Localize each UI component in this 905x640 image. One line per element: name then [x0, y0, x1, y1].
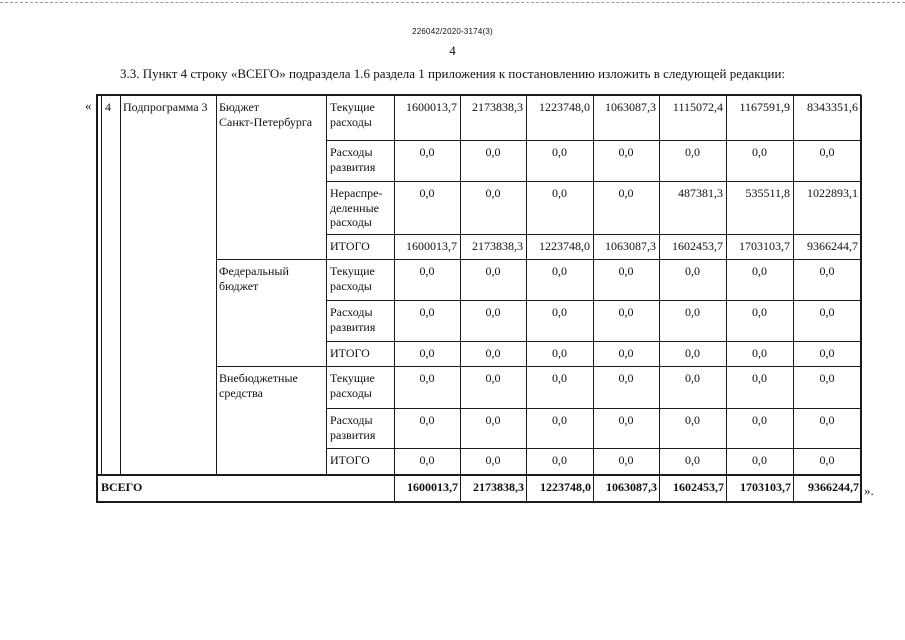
table-gridline — [326, 234, 861, 235]
table-gridline — [326, 408, 861, 409]
value-cell: 0,0 — [485, 264, 501, 278]
value-cell: 0,0 — [552, 305, 567, 319]
funding-source-line: Внебюджетные — [219, 371, 298, 385]
value-cell: 0,0 — [485, 371, 501, 385]
value-cell: 0,0 — [752, 346, 767, 360]
opening-quote: « — [85, 98, 92, 113]
value-cell: 0,0 — [819, 145, 835, 159]
table-gridline — [326, 341, 861, 342]
value-cell: 0,0 — [618, 186, 634, 200]
value-cell: 0,0 — [752, 371, 767, 385]
value-cell: 0,0 — [485, 145, 501, 159]
table-gridline — [394, 95, 395, 502]
expense-type-line: ИТОГО — [330, 346, 370, 360]
table-gridline — [726, 95, 727, 502]
value-cell: 0,0 — [552, 346, 567, 360]
expense-type-label — [330, 413, 390, 442]
value-cell: 1223748,0 — [539, 239, 590, 253]
value-cell: 0,0 — [618, 371, 634, 385]
funding-source-line: Бюджет — [219, 100, 260, 114]
value-cell: 0,0 — [419, 371, 435, 385]
expense-type-line: Текущие — [330, 100, 375, 114]
table-gridline — [593, 95, 594, 502]
table-gridline — [216, 259, 861, 260]
expense-type-line: Расходы — [330, 413, 373, 427]
value-cell: 0,0 — [552, 145, 567, 159]
value-cell: 9366244,7 — [807, 239, 858, 253]
value-cell: 0,0 — [485, 413, 501, 427]
value-cell: 0,0 — [685, 453, 700, 467]
value-cell: 1602453,7 — [672, 239, 723, 253]
value-cell: 2173838,3 — [472, 100, 523, 114]
value-cell: 0,0 — [552, 371, 567, 385]
closing-quote: ». — [864, 483, 874, 498]
value-cell: 0,0 — [485, 305, 501, 319]
value-cell: 0,0 — [819, 453, 835, 467]
table-gridline — [101, 95, 102, 474]
value-cell: 0,0 — [752, 413, 767, 427]
table-border-right — [860, 95, 862, 503]
value-cell: 0,0 — [552, 453, 567, 467]
funding-source-line: Санкт-Петербурга — [219, 114, 313, 129]
value-cell: 0,0 — [485, 453, 501, 467]
total-value-cell: 1602453,7 — [673, 480, 724, 494]
value-cell: 0,0 — [552, 413, 567, 427]
table-border-left — [96, 95, 98, 503]
funding-source-name — [219, 264, 323, 293]
value-cell: 1167591,9 — [739, 100, 790, 114]
total-value-cell: 1063087,3 — [606, 480, 657, 494]
funding-source-line: Федеральный — [219, 264, 289, 278]
expense-type-label — [330, 305, 390, 334]
value-cell: 0,0 — [685, 346, 700, 360]
table-gridline — [120, 95, 121, 474]
value-cell: 0,0 — [685, 264, 700, 278]
expense-type-label — [330, 453, 390, 468]
value-cell: 1703103,7 — [739, 239, 790, 253]
value-cell: 1063087,3 — [605, 239, 656, 253]
table-gridline — [326, 95, 327, 474]
value-cell: 487381,3 — [678, 186, 723, 200]
value-cell: 0,0 — [819, 346, 835, 360]
expense-type-line: Расходы — [330, 145, 373, 159]
table-gridline — [216, 366, 861, 367]
value-cell: 1063087,3 — [605, 100, 656, 114]
total-value-cell: 1703103,7 — [740, 480, 791, 494]
value-cell: 1600013,7 — [406, 100, 457, 114]
expense-type-line: Текущие — [330, 264, 375, 278]
value-cell: 0,0 — [618, 145, 634, 159]
table-gridline — [216, 95, 217, 474]
total-value-cell: 2173838,3 — [473, 480, 524, 494]
expense-type-label — [330, 186, 390, 230]
expense-type-label — [330, 371, 390, 400]
value-cell: 0,0 — [685, 371, 700, 385]
value-cell: 0,0 — [552, 186, 567, 200]
table-gridline — [326, 448, 861, 449]
table-gridline — [326, 140, 861, 141]
expense-type-line: расходы — [330, 278, 372, 293]
expense-type-label — [330, 264, 390, 293]
expense-type-line: Нераспре- — [330, 186, 383, 200]
value-cell: 0,0 — [819, 413, 835, 427]
table-gridline — [97, 474, 861, 476]
value-cell: 0,0 — [685, 413, 700, 427]
intro-paragraph: 3.3. Пункт 4 строку «ВСЕГО» подраздела 1.6 раздела 1 приложения к постановлению изложить в следующей редакции: — [119, 66, 786, 81]
value-cell: 1600013,7 — [406, 239, 457, 253]
row-number: 4 — [105, 100, 111, 114]
expense-type-label — [330, 145, 390, 174]
value-cell: 0,0 — [819, 371, 835, 385]
total-value-cell: 9366244,7 — [808, 480, 859, 494]
table-gridline — [326, 300, 861, 301]
expense-type-line: деленные — [330, 200, 379, 215]
total-value-cell: 1223748,0 — [540, 480, 591, 494]
funding-source-name — [219, 100, 323, 129]
value-cell: 0,0 — [685, 305, 700, 319]
value-cell: 1022893,1 — [807, 186, 858, 200]
value-cell: 0,0 — [419, 264, 435, 278]
value-cell: 0,0 — [419, 413, 435, 427]
table-border-top — [96, 94, 861, 96]
table-gridline — [793, 95, 794, 502]
value-cell: 0,0 — [552, 264, 567, 278]
expense-type-line: расходы — [330, 114, 372, 129]
value-cell: 0,0 — [819, 264, 835, 278]
value-cell: 0,0 — [752, 145, 767, 159]
value-cell: 0,0 — [419, 346, 435, 360]
total-label: ВСЕГО — [101, 480, 143, 494]
expense-type-line: развития — [330, 427, 376, 442]
expense-type-label — [330, 100, 390, 129]
value-cell: 535511,8 — [745, 186, 790, 200]
value-cell: 0,0 — [819, 305, 835, 319]
value-cell: 0,0 — [752, 305, 767, 319]
funding-source-name — [219, 371, 323, 400]
value-cell: 0,0 — [419, 186, 435, 200]
expense-type-label — [330, 346, 390, 361]
total-value-cell: 1600013,7 — [407, 480, 458, 494]
value-cell: 0,0 — [618, 346, 634, 360]
value-cell: 1223748,0 — [539, 100, 590, 114]
expense-type-line: Текущие — [330, 371, 375, 385]
value-cell: 0,0 — [618, 264, 634, 278]
value-cell: 0,0 — [618, 413, 634, 427]
expense-type-line: расходы — [330, 385, 372, 400]
funding-source-line: бюджет — [219, 278, 259, 293]
table-gridline — [659, 95, 660, 502]
value-cell: 0,0 — [618, 453, 634, 467]
funding-source-line: средства — [219, 385, 264, 400]
expense-type-line: развития — [330, 319, 376, 334]
value-cell: 0,0 — [419, 453, 435, 467]
value-cell: 0,0 — [618, 305, 634, 319]
table-gridline — [526, 95, 527, 502]
value-cell: 0,0 — [685, 145, 700, 159]
value-cell: 1115072,4 — [672, 100, 723, 114]
page-number: 4 — [449, 43, 456, 58]
expense-type-label — [330, 239, 390, 254]
table-gridline — [460, 95, 461, 502]
document-number: 226042/2020-3174(3) — [412, 27, 493, 36]
expense-type-line: ИТОГО — [330, 239, 370, 253]
table-border-bottom — [96, 501, 861, 503]
value-cell: 0,0 — [752, 264, 767, 278]
value-cell: 2173838,3 — [472, 239, 523, 253]
value-cell: 0,0 — [485, 346, 501, 360]
program-name: Подпрограмма 3 — [123, 100, 208, 114]
value-cell: 0,0 — [485, 186, 501, 200]
expense-type-line: развития — [330, 159, 376, 174]
expense-type-line: расходы — [330, 215, 372, 229]
value-cell: 8343351,6 — [807, 100, 858, 114]
value-cell: 0,0 — [752, 453, 767, 467]
expense-type-line: ИТОГО — [330, 453, 370, 467]
value-cell: 0,0 — [419, 145, 435, 159]
expense-type-line: Расходы — [330, 305, 373, 319]
table-gridline — [326, 181, 861, 182]
value-cell: 0,0 — [419, 305, 435, 319]
